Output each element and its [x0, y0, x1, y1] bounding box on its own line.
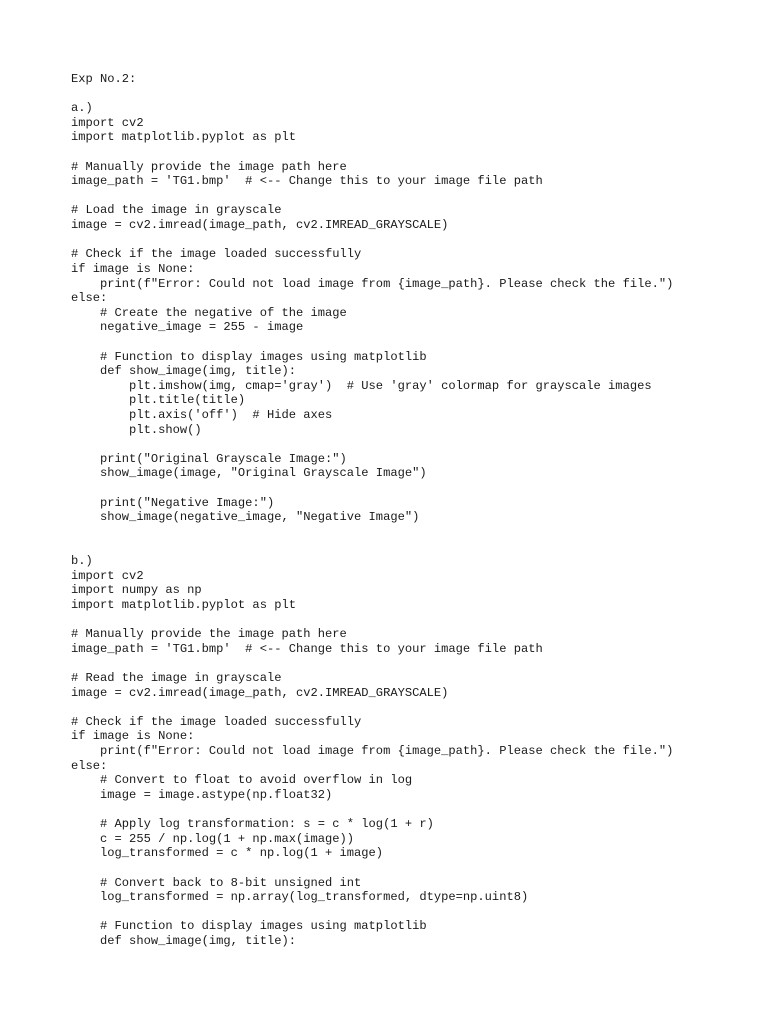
code-line: print("Negative Image:")	[71, 495, 275, 510]
code-line: image = cv2.imread(image_path, cv2.IMREAD_GRAYSCALE)	[71, 685, 449, 700]
code-line: print(f"Error: Could not load image from {image_path}. Please check the file.")	[71, 744, 674, 759]
code-line: plt.imshow(img, cmap='gray') # Use 'gray' colormap for grayscale images	[71, 378, 652, 393]
code-line: a.)	[71, 101, 93, 116]
code-line	[71, 656, 673, 671]
code-line	[71, 335, 673, 350]
code-line	[71, 233, 673, 248]
code-line: print(f"Error: Could not load image from {image_path}. Please check the file.")	[71, 276, 674, 291]
code-line	[71, 481, 673, 496]
code-line	[71, 905, 673, 920]
code-line: if image is None:	[71, 261, 195, 276]
code-line: b.)	[71, 554, 93, 569]
code-line: else:	[71, 758, 108, 773]
code-line: else:	[71, 291, 108, 306]
code-line: if image is None:	[71, 729, 195, 744]
code-line: # Check if the image loaded successfully	[71, 714, 362, 729]
code-line: # Apply log transformation: s = c * log(1 + r)	[71, 817, 434, 832]
code-line: image_path = 'TG1.bmp' # <-- Change this to your image file path	[71, 641, 543, 656]
code-line: show_image(image, "Original Grayscale Image")	[71, 466, 427, 481]
code-line: log_transformed = c * np.log(1 + image)	[71, 846, 384, 861]
code-line	[71, 700, 673, 715]
code-line: image_path = 'TG1.bmp' # <-- Change this to your image file path	[71, 174, 543, 189]
code-line: import matplotlib.pyplot as plt	[71, 130, 296, 145]
code-line	[71, 540, 673, 555]
code-line: show_image(negative_image, "Negative Image")	[71, 510, 420, 525]
code-line: import cv2	[71, 115, 144, 130]
code-line	[71, 861, 673, 876]
code-line: log_transformed = np.array(log_transformed, dtype=np.uint8)	[71, 890, 529, 905]
code-line: # Convert to float to avoid overflow in log	[71, 773, 413, 788]
code-line: Exp No.2:	[71, 72, 137, 86]
code-line	[71, 437, 673, 452]
code-line: # Convert back to 8-bit unsigned int	[71, 875, 362, 890]
code-listing	[71, 72, 673, 949]
code-line: # Load the image in grayscale	[71, 203, 282, 218]
code-line	[71, 525, 673, 540]
code-line: image = image.astype(np.float32)	[71, 787, 333, 802]
code-line: import numpy as np	[71, 583, 202, 598]
code-line: import cv2	[71, 568, 144, 583]
code-line: # Function to display images using matplotlib	[71, 919, 427, 934]
code-line	[71, 145, 673, 160]
code-line: # Manually provide the image path here	[71, 159, 347, 174]
code-line: # Function to display images using matplotlib	[71, 349, 427, 364]
code-line: print("Original Grayscale Image:")	[71, 451, 347, 466]
code-line: # Read the image in grayscale	[71, 670, 282, 685]
code-line: # Manually provide the image path here	[71, 627, 347, 642]
code-line: import matplotlib.pyplot as plt	[71, 597, 296, 612]
code-line	[71, 189, 673, 204]
code-line: def show_image(img, title):	[71, 933, 296, 948]
code-line: negative_image = 255 - image	[71, 320, 304, 335]
code-line: # Check if the image loaded successfully	[71, 247, 362, 262]
code-line: plt.axis('off') # Hide axes	[71, 408, 333, 423]
code-line: def show_image(img, title):	[71, 364, 296, 379]
code-line: image = cv2.imread(image_path, cv2.IMREAD_GRAYSCALE)	[71, 218, 449, 233]
code-line: c = 255 / np.log(1 + np.max(image))	[71, 831, 355, 846]
code-line	[71, 802, 673, 817]
code-line: plt.show()	[71, 422, 202, 437]
code-line	[71, 613, 673, 628]
code-line: plt.title(title)	[71, 393, 246, 408]
code-line	[71, 87, 673, 102]
code-line: # Create the negative of the image	[71, 305, 347, 320]
